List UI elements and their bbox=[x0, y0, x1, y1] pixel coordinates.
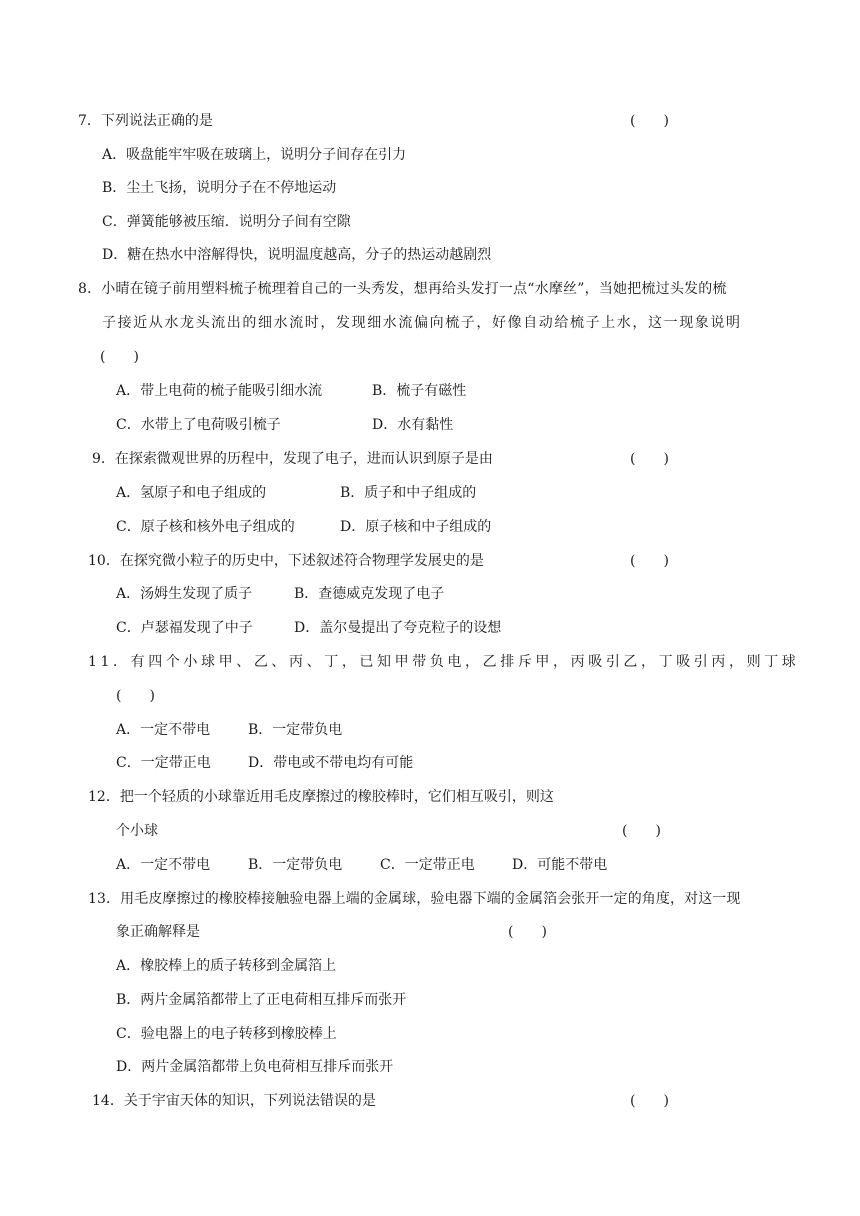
q13-answer-paren: ( ) bbox=[508, 924, 547, 940]
q7-stem: 7．下列说法正确的是 bbox=[78, 113, 213, 129]
q12-option-c: C．一定带正电 bbox=[380, 857, 475, 873]
q13-option-b: B．两片金属箔都带上了正电荷相互排斥而张开 bbox=[116, 992, 407, 1008]
q12-stem-line1: 12．把一个轻质的小球靠近用毛皮摩擦过的橡胶棒时，它们相互吸引，则这 bbox=[88, 789, 554, 805]
q12-option-b: B．一定带负电 bbox=[248, 857, 343, 873]
q9-option-c: C．原子核和核外电子组成的 bbox=[116, 519, 295, 535]
q11-option-a: A．一定不带电 bbox=[116, 722, 211, 738]
q7-option-a: A．吸盘能牢牢吸在玻璃上，说明分子间存在引力 bbox=[102, 147, 407, 163]
q10-option-b: B．查德威克发现了电子 bbox=[294, 586, 445, 602]
q7-option-d: D．糖在热水中溶解得快，说明温度越高，分子的热运动越剧烈 bbox=[102, 247, 492, 263]
q14-answer-paren: ( ) bbox=[630, 1093, 669, 1109]
q13-option-d: D．两片金属箔都带上负电荷相互排斥而张开 bbox=[116, 1059, 394, 1075]
q13-option-c: C．验电器上的电子转移到橡胶棒上 bbox=[116, 1026, 337, 1042]
q11-option-b: B．一定带负电 bbox=[248, 722, 343, 738]
q13-stem-line1: 13．用毛皮摩擦过的橡胶棒接触验电器上端的金属球，验电器下端的金属箔会张开一定的角度，对这一现 bbox=[88, 891, 741, 907]
q10-stem: 10．在探究微小粒子的历史中，下述叙述符合物理学发展史的是 bbox=[88, 553, 484, 569]
q10-option-a: A．汤姆生发现了质子 bbox=[116, 586, 253, 602]
q10-option-c: C．卢瑟福发现了中子 bbox=[116, 620, 253, 636]
q9-option-b: B．质子和中子组成的 bbox=[340, 485, 477, 501]
q8-answer-paren: ( ) bbox=[100, 349, 139, 365]
q8-stem-line1: 8．小晴在镜子前用塑料梳子梳理着自己的一头秀发，想再给头发打一点“水摩丝”，当她把梳过头发的梳 bbox=[78, 281, 727, 297]
q11-stem: 11．有四个小球甲、乙、丙、丁，已知甲带负电，乙排斥甲，丙吸引乙，丁吸引丙，则丁球 bbox=[88, 654, 800, 670]
q11-option-d: D．带电或不带电均有可能 bbox=[248, 755, 414, 771]
q9-option-a: A．氢原子和电子组成的 bbox=[116, 485, 267, 501]
q11-option-c: C．一定带正电 bbox=[116, 755, 211, 771]
q12-option-d: D．可能不带电 bbox=[512, 857, 608, 873]
q9-answer-paren: ( ) bbox=[630, 451, 669, 467]
q7-answer-paren: ( ) bbox=[630, 113, 669, 129]
q12-option-a: A．一定不带电 bbox=[116, 857, 211, 873]
q10-answer-paren: ( ) bbox=[630, 553, 669, 569]
q12-stem-line2: 个小球 bbox=[116, 823, 158, 839]
q9-option-d: D．原子核和中子组成的 bbox=[340, 519, 492, 535]
q8-option-a: A．带上电荷的梳子能吸引细水流 bbox=[116, 383, 323, 399]
q7-option-b: B．尘土飞扬，说明分子在不停地运动 bbox=[102, 180, 337, 196]
q7-option-c: C．弹簧能够被压缩．说明分子间有空隙 bbox=[102, 214, 351, 230]
q11-answer-paren: ( ) bbox=[116, 688, 155, 704]
q14-stem: 14．关于宇宙天体的知识，下列说法错误的是 bbox=[92, 1093, 376, 1109]
q13-stem-line2: 象正确解释是 bbox=[116, 924, 200, 940]
q8-stem-line2: 子接近从水龙头流出的细水流时，发现细水流偏向梳子，好像自动给梳子上水，这一现象说明 bbox=[102, 315, 742, 331]
q8-option-b: B．梳子有磁性 bbox=[372, 383, 467, 399]
q12-answer-paren: ( ) bbox=[622, 823, 661, 839]
q8-option-c: C．水带上了电荷吸引梳子 bbox=[116, 417, 281, 433]
q9-stem: 9．在探索微观世界的历程中，发现了电子，进而认识到原子是由 bbox=[92, 451, 493, 467]
q10-option-d: D．盖尔曼提出了夸克粒子的设想 bbox=[294, 620, 502, 636]
q8-option-d: D．水有黏性 bbox=[372, 417, 454, 433]
q13-option-a: A．橡胶棒上的质子转移到金属箔上 bbox=[116, 958, 337, 974]
